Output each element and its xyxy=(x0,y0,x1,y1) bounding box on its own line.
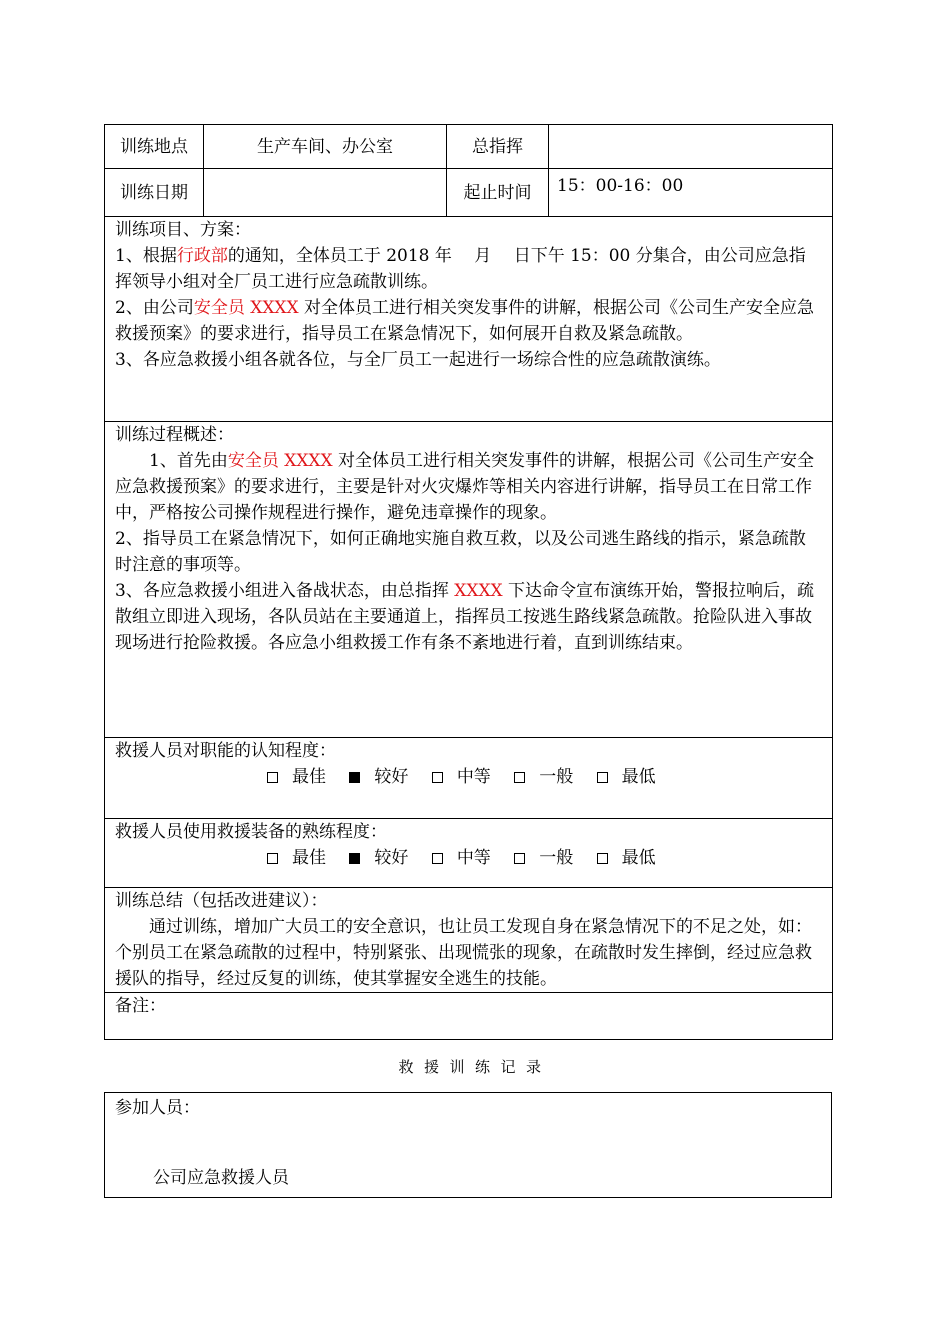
process-section xyxy=(105,422,833,738)
option-label: 最低 xyxy=(621,848,656,868)
checkbox-filled-icon[interactable] xyxy=(349,853,360,864)
option-label: 较好 xyxy=(374,848,409,868)
participants-box xyxy=(104,1092,832,1198)
project-title: 训练项目、方案： xyxy=(115,220,251,240)
text: 的通知，全体员工于 2018 年 月 日下午 15：00 分集合，由公司应急指挥领导小组对全厂员工进行应急疏散训练。 xyxy=(115,246,806,292)
rating-2-options xyxy=(115,845,822,871)
process-item-1 xyxy=(115,448,822,526)
checkbox-empty-icon[interactable] xyxy=(432,772,443,783)
highlight-commander: XXXX xyxy=(454,581,503,601)
option-label: 最佳 xyxy=(292,848,326,868)
highlight-department: 行政部 xyxy=(176,246,228,266)
project-item-3: 3、各应急救援小组各就各位，与全厂员工一起进行一场综合性的应急疏散演练。 xyxy=(115,350,721,370)
row-rating-2 xyxy=(105,819,833,888)
summary-title: 训练总结（包括改进建议）： xyxy=(115,891,328,911)
option-label: 中等 xyxy=(456,848,491,868)
option-label: 较好 xyxy=(374,767,409,787)
project-section xyxy=(105,217,833,422)
option-label: 一般 xyxy=(539,767,574,787)
rating-1-option-best[interactable] xyxy=(267,764,326,790)
remarks-section xyxy=(105,993,833,1040)
row-summary xyxy=(105,888,833,993)
remarks-title: 备注： xyxy=(115,996,166,1016)
text: 3、各应急救援小组进入备战状态，由总指挥 xyxy=(115,581,455,601)
process-item-3 xyxy=(115,578,822,656)
rating-2-title: 救援人员使用救援装备的熟练程度： xyxy=(115,822,387,842)
checkbox-empty-icon[interactable] xyxy=(514,772,525,783)
row-remarks xyxy=(105,993,833,1040)
row-rating-1 xyxy=(105,738,833,819)
rating-1-option-good[interactable] xyxy=(349,764,408,790)
text: 2、由公司 xyxy=(115,298,194,318)
spacer xyxy=(115,1121,821,1165)
option-label: 最低 xyxy=(621,767,656,787)
time-label: 起止时间 xyxy=(447,169,549,217)
rating-2-option-lowest[interactable] xyxy=(597,845,656,871)
project-item-1 xyxy=(115,243,822,295)
summary-section xyxy=(105,888,833,993)
rating-1-option-medium[interactable] xyxy=(432,764,491,790)
text: 下达命令宣布演练开始，警报拉响后，疏散组立即进入现场，各队员站在主要通道上，指挥员工按逃生路线紧急疏散。抢险队进入事故现场进行抢险救援。各应急小组救援工作有条不紊地进行着，直到训练结束。 xyxy=(115,581,815,653)
checkbox-filled-icon[interactable] xyxy=(349,772,360,783)
highlight-safety-officer: 安全员 XXXX xyxy=(193,298,299,318)
rating-1-option-lowest[interactable] xyxy=(597,764,656,790)
row-date xyxy=(105,169,833,217)
training-record-table xyxy=(104,124,833,1040)
text: 对全体员工进行相关突发事件的讲解，根据公司《公司生产安全应急救援预案》的要求进行，指导员工在紧急情况下，如何展开自救及紧急疏散。 xyxy=(115,298,815,344)
rating-2-section xyxy=(105,819,833,888)
checkbox-empty-icon[interactable] xyxy=(514,853,525,864)
commander-label: 总指挥 xyxy=(447,125,549,169)
option-label: 中等 xyxy=(456,767,491,787)
participants-title: 参加人员： xyxy=(115,1098,200,1118)
rating-1-option-fair[interactable] xyxy=(514,764,573,790)
option-label: 一般 xyxy=(539,848,574,868)
summary-text: 通过训练，增加广大员工的安全意识，也让员工发现自身在紧急情况下的不足之处，如：个别员工在紧急疏散的过程中，特别紧张、出现慌张的现象，在疏散时发生摔倒，经过应急救援队的指导，经过反复的训练，使其掌握安全逃生的技能。 xyxy=(115,917,812,989)
record-caption: 救援训练记录 xyxy=(398,1058,552,1076)
rating-1-options xyxy=(115,764,822,790)
location-value: 生产车间、办公室 xyxy=(204,125,447,169)
rating-2-option-fair[interactable] xyxy=(514,845,573,871)
location-label: 训练地点 xyxy=(105,125,204,169)
text: 1、根据 xyxy=(115,246,177,266)
process-title: 训练过程概述： xyxy=(115,425,234,445)
highlight-safety-officer: 安全员 XXXX xyxy=(227,451,333,471)
checkbox-empty-icon[interactable] xyxy=(597,772,608,783)
rating-2-option-good[interactable] xyxy=(349,845,408,871)
row-project xyxy=(105,217,833,422)
date-label: 训练日期 xyxy=(105,169,204,217)
commander-value xyxy=(549,125,833,169)
rating-1-section xyxy=(105,738,833,819)
checkbox-empty-icon[interactable] xyxy=(597,853,608,864)
participants-value: 公司应急救援人员 xyxy=(153,1168,289,1188)
rating-1-title: 救援人员对职能的认知程度： xyxy=(115,741,336,761)
option-label: 最佳 xyxy=(292,767,326,787)
project-item-2 xyxy=(115,295,822,347)
checkbox-empty-icon[interactable] xyxy=(267,772,278,783)
row-process xyxy=(105,422,833,738)
text: 1、首先由 xyxy=(149,451,228,471)
process-item-2: 2、指导员工在紧急情况下，如何正确地实施自救互救，以及公司逃生路线的指示，紧急疏散时注意的事项等。 xyxy=(115,529,806,575)
text: 对全体员工进行相关突发事件的讲解，根据公司《公司生产安全应急救援预案》的要求进行，主要是针对火灾爆炸等相关内容进行讲解，指导员工在日常工作中，严格按公司操作规程进行操作，避免违章操作的现象。 xyxy=(115,451,815,523)
rating-2-option-best[interactable] xyxy=(267,845,326,871)
time-value: 15：00-16：00 xyxy=(549,169,833,217)
date-value xyxy=(204,169,447,217)
checkbox-empty-icon[interactable] xyxy=(432,853,443,864)
checkbox-empty-icon[interactable] xyxy=(267,853,278,864)
rating-2-option-medium[interactable] xyxy=(432,845,491,871)
row-location xyxy=(105,125,833,169)
